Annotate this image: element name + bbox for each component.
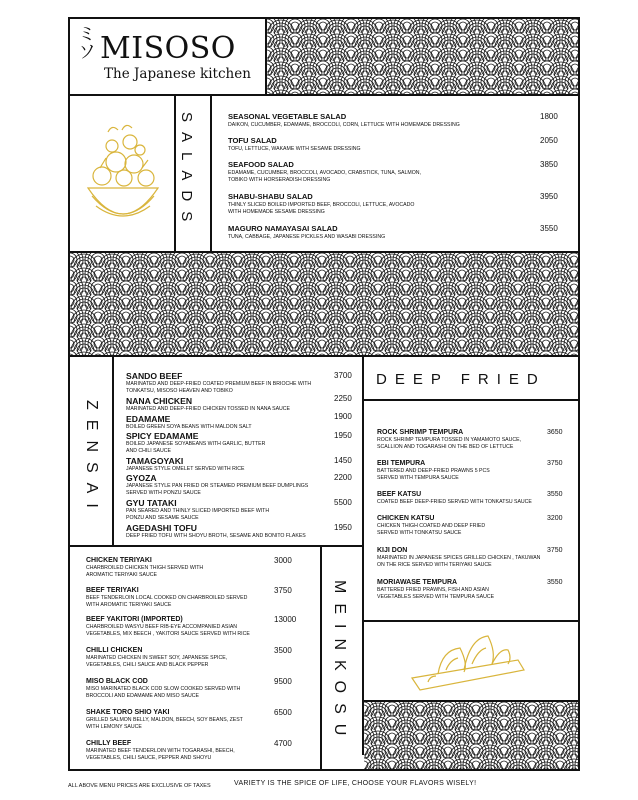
deep-fried-heading: DEEP FRIED <box>376 371 546 388</box>
item-price: 3950 <box>540 192 558 201</box>
item-price: 4700 <box>274 739 292 748</box>
item-price: 1450 <box>334 456 352 465</box>
item-name: EBI TEMPURA <box>377 460 426 467</box>
meinkosu-divider <box>320 545 322 771</box>
item-name: TAMAGOYAKI <box>126 456 184 466</box>
item-name: ROCK SHRIMP TEMPURA <box>377 429 464 436</box>
item-desc: MARINATED BEEF TENDERLOIN WITH TOGARASHI, BEECH, VEGETABLES, CHILI SAUCE, PEPPER AND SHOYU <box>86 748 235 761</box>
salads-divider-right <box>210 94 212 252</box>
tagline: VARIETY IS THE SPICE OF LIFE, CHOOSE YOUR FLAVORS WISELY! <box>234 780 477 787</box>
item-desc: CHARBROILED WASYU BEEF RIB-EYE ACCOMPANIED ASIAN VEGETABLES, MIX BEECH , YAKITORI SAUCE SERVED WITH RICE <box>86 624 250 637</box>
item-name: BEEF TERIYAKI <box>86 587 139 594</box>
item-price: 5500 <box>334 498 352 507</box>
item-name: GYU TATAKI <box>126 498 177 508</box>
item-name: AGEDASHI TOFU <box>126 523 197 533</box>
item-desc: EDAMAME, CUCUMBER, BROCCOLI, AVOCADO, CRABSTICK, TUNA, SALMON, TOBIKO WITH HORSERADISH DRESSING <box>228 170 421 183</box>
brand-glyph: ミソ <box>75 24 96 60</box>
item-desc: CHARBROILED CHICKEN THIGH SERVED WITH AROMATIC TERIYAKI SAUCE <box>86 565 204 578</box>
zensai-heading: ZENSAI <box>83 400 100 518</box>
item-name: MAGURO NAMAYASAI SALAD <box>228 224 338 233</box>
item-desc: TOFU, LETTUCE, WAKAME WITH SESAME DRESSING <box>228 146 361 152</box>
item-name: CHILLI CHICKEN <box>86 647 143 654</box>
item-desc: MARINATED AND DEEP-FRIED COATED PREMIUM BEEF IN BRIOCHE WITH TONKATSU, MISOSO HEAVEN AND TOBIKO <box>126 381 312 394</box>
item-desc: BATTERED AND DEEP-FRIED PRAWNS 5 PCS SERVED WITH TEMPURA SAUCE <box>377 468 490 481</box>
wave-pattern-bottom <box>364 702 578 769</box>
item-price: 3550 <box>547 579 563 586</box>
item-name: SHAKE TORO SHIO YAKI <box>86 709 170 716</box>
item-desc: BOILED JAPANESE SOYABEANS WITH GARLIC, BUTTER AND CHILI SAUCE <box>126 441 266 454</box>
item-name: MISO BLACK COD <box>86 678 148 685</box>
divider-deep-fried-bottom <box>362 620 580 622</box>
item-desc: BEEF TENDERLOIN LOCAL COOKED ON CHARBROILED SERVED WITH AROMATIC TERIYAKI SAUCE <box>86 595 248 608</box>
item-name: SPICY EDAMAME <box>126 431 199 441</box>
item-name: KIJI DON <box>377 547 408 554</box>
item-price: 1800 <box>540 112 558 121</box>
item-price: 3700 <box>334 371 352 380</box>
item-desc: BOILED GREEN SOYA BEANS WITH MALDON SALT <box>126 424 252 430</box>
item-name: SEAFOOD SALAD <box>228 160 294 169</box>
item-desc: DEEP FRIED TOFU WITH SHOYU BROTH, SESAME AND BONITO FLAKES <box>126 533 306 539</box>
item-desc: THINLY SLICED BOILED IMPORTED BEEF, BROCCOLI, LETTUCE, AVOCADO WITH HOMEMADE SESAME DRESSING <box>228 202 415 215</box>
item-name: MORIAWASE TEMPURA <box>377 579 458 586</box>
item-name: SHABU-SHABU SALAD <box>228 192 313 201</box>
divider-header <box>68 94 580 96</box>
item-desc: TUNA, CABBAGE, JAPANESE PICKLES AND WASABI DRESSING <box>228 234 386 240</box>
item-name: BEEF KATSU <box>377 491 422 498</box>
item-name: BEEF YAKITORI (IMPORTED) <box>86 616 183 623</box>
zensai-divider-right <box>362 355 364 755</box>
item-desc: GRILLED SALMON BELLY, MALDON, BEECH, SOY BEANS, ZEST WITH LEMONY SAUCE <box>86 717 243 730</box>
item-desc: CHICKEN THIGH COATED AND DEEP FRIED SERVED WITH TONKATSU SAUCE <box>377 523 486 536</box>
meinkosu-heading: MEINKOSU <box>331 580 348 746</box>
item-desc: JAPANESE STYLE OMELET SERVED WITH RICE <box>126 466 245 472</box>
item-price: 9500 <box>274 677 292 686</box>
item-desc: JAPANESE STYLE PAN FRIED OR STEAMED PREMIUM BEEF DUMPLINGS SERVED WITH PONZU SAUCE <box>126 483 309 496</box>
item-desc: MARINATED IN JAPANESE SPICES GRILLED CHICKEN , TAKUWAN ON THE RICE SERVED WITH TERIYAKI SAUCE <box>377 555 541 568</box>
item-price: 3550 <box>547 491 563 498</box>
zensai-divider-left <box>112 355 114 545</box>
wave-pattern-header <box>267 19 578 95</box>
item-price: 3500 <box>274 646 292 655</box>
item-price: 3200 <box>547 515 563 522</box>
item-name: CHILLY BEEF <box>86 740 132 747</box>
item-name: CHICKEN KATSU <box>377 515 435 522</box>
item-name: TOFU SALAD <box>228 136 277 145</box>
item-desc: BATTERED FRIED PRAWNS, FISH AND ASIAN VEGETABLES SERVED WITH TEMPURA SAUCE <box>377 587 495 600</box>
item-name: CHICKEN TERIYAKI <box>86 557 152 564</box>
item-price: 3750 <box>547 460 563 467</box>
item-price: 2200 <box>334 473 352 482</box>
item-name: NANA CHICKEN <box>126 396 193 406</box>
item-desc: COATED BEEF DEEP-FRIED SERVED WITH TONKATSU SAUCE <box>377 499 532 505</box>
item-price: 3850 <box>540 160 558 169</box>
tempura-illustration <box>408 630 528 692</box>
item-name: SANDO BEEF <box>126 371 183 381</box>
salad-bowl-illustration <box>82 118 164 243</box>
wave-pattern-middle <box>70 253 578 355</box>
item-price: 1950 <box>334 431 352 440</box>
item-desc: PAN SEARED AND THINLY SLICED IMPORTED BEEF WITH PONZU AND SESAME SAUCE <box>126 508 270 521</box>
item-price: 1950 <box>334 523 352 532</box>
item-price: 6500 <box>274 708 292 717</box>
item-name: SEASONAL VEGETABLE SALAD <box>228 112 347 121</box>
item-price: 3650 <box>547 429 563 436</box>
divider-wave-middle <box>68 355 580 357</box>
item-price: 2250 <box>334 394 352 403</box>
brand-subtitle: The Japanese kitchen <box>104 66 251 82</box>
item-desc: MARINATED CHICKEN IN SWEET SOY, JAPANESE SPICE, VEGETABLES, CHILI SAUCE AND BLACK PEPPER <box>86 655 228 668</box>
item-price: 3550 <box>540 224 558 233</box>
salads-heading: SALADS <box>178 112 195 232</box>
item-price: 3000 <box>274 556 292 565</box>
item-name: GYOZA <box>126 473 157 483</box>
tax-note: ALL ABOVE MENU PRICES ARE EXCLUSIVE OF TAXES <box>68 783 211 789</box>
item-desc: ROCK SHRIMP TEMPURA TOSSED IN YAMAMOTO SAUCE, SCALLION AND TOGARASHI ON THE BED OF LETTUCE <box>377 437 522 450</box>
item-price: 13000 <box>274 615 297 624</box>
item-price: 3750 <box>274 586 292 595</box>
item-desc: MISO MARINATED BLACK COD SLOW COOKED SERVED WITH BROCCOLI AND EDAMAME AND MISO SAUCE <box>86 686 241 699</box>
item-desc: MARINATED AND DEEP-FRIED CHICKEN TOSSED IN NANA SAUCE <box>126 406 291 412</box>
salads-divider-left <box>174 94 176 252</box>
item-price: 3750 <box>547 547 563 554</box>
item-name: EDAMAME <box>126 414 171 424</box>
item-desc: DAIKON, CUCUMBER, EDAMAME, BROCCOLI, CORN, LETTUCE WITH HOMEMADE DRESSING <box>228 122 460 128</box>
brand-logo <box>76 24 266 88</box>
brand-title: MISOSO <box>100 31 236 66</box>
item-price: 2050 <box>540 136 558 145</box>
divider-deep-fried-heading <box>362 399 580 401</box>
item-price: 1900 <box>334 412 352 421</box>
